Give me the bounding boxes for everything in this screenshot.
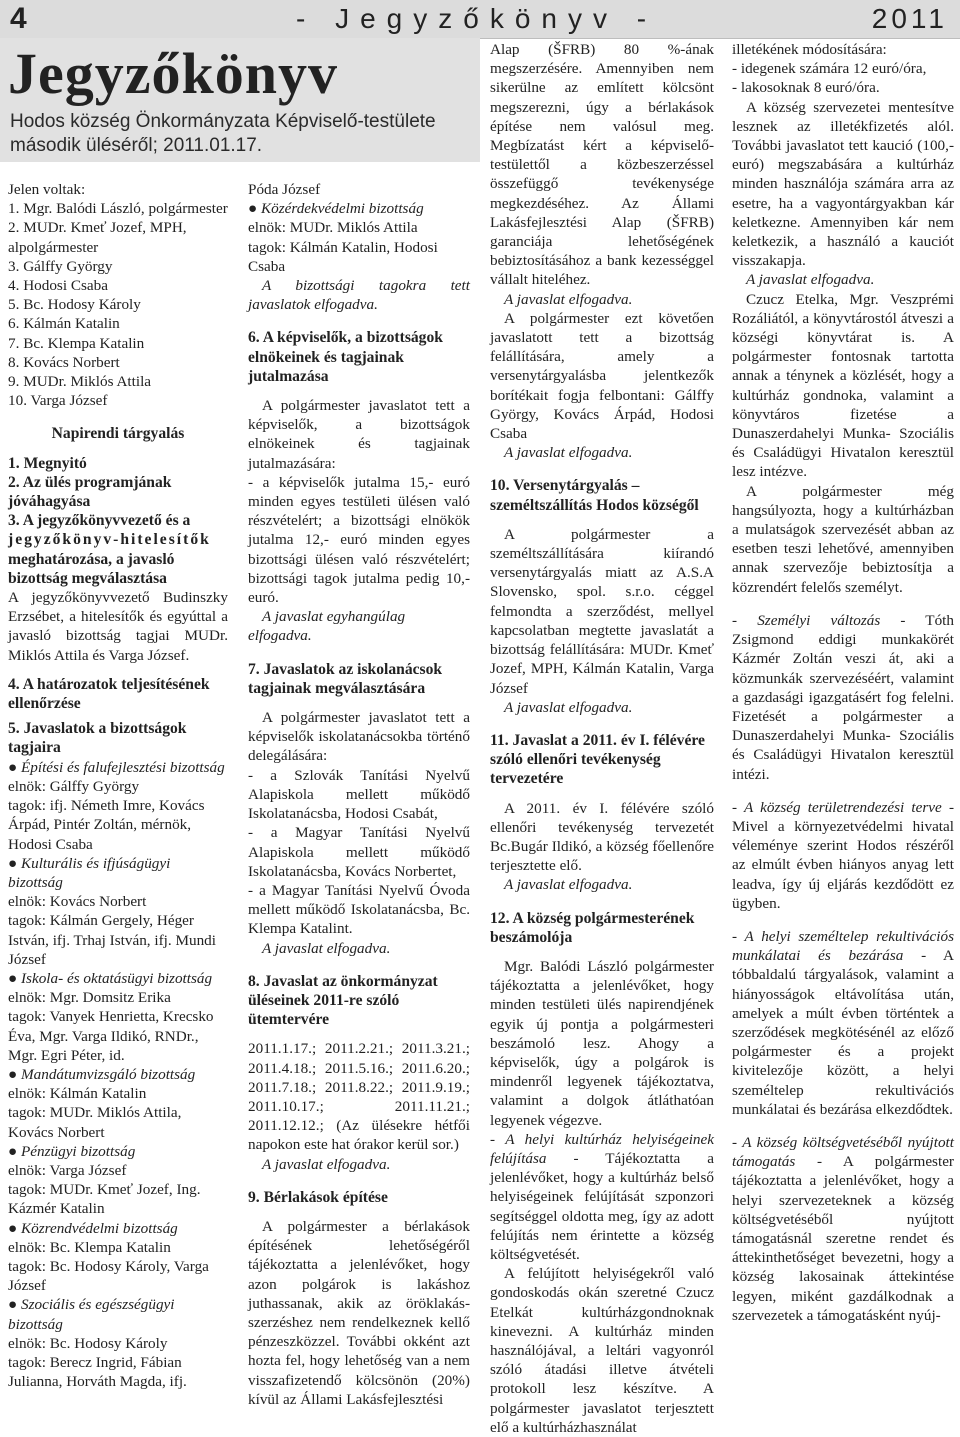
- paragraph: A polgármester javaslatot tett a képviselők iskolatanácsokba történő delegálására:: [248, 709, 470, 765]
- topic-text: - A polgármester tájékoztatta a jelenlévőket, hogy a helyi szervezeteknek a község költségvetéséből nyújtott támogatásnál szeretne rendet és áttekinthetőséget bevezetni, hogy a község lakosainak áttekintése legyen, miként gazdálkodnak a szervezetek a támogatásként nyúj-: [732, 1153, 954, 1324]
- present-item: 2. MUDr. Kmeť Jozef, MPH, alpolgármester: [8, 219, 187, 256]
- committee-chair: elnök: Kovács Norbert: [8, 893, 147, 911]
- paragraph: A jegyzőkönyvvezető Budinszky Erzsébet, a hitelesítők és egyúttal a javasló bizottság tagjai MUDr. Miklós Attila és Varga József.: [8, 589, 228, 664]
- paragraph: Alap (ŠFRB) 80 %-ának megszerzésére. Amennyiben nem sikerülne az említett kölcsönt megszerezni, úgy a bérlakások építése nem valósul meg. Megbízatást kért a képviselő-testülettől a közbeszerzéssel összefüggő tevékenysége megkezdéséhez. Az Állami Lakásfejlesztési Alap (ŠFRB) garanciája lehetőségének bebiztosításához a bank kezességgel vállalt hiteléhez.: [490, 41, 714, 289]
- running-title: - Jegyzőkönyv -: [296, 3, 658, 34]
- committee-members: tagok: ifj. Németh Imre, Kovács Árpád, Pintér Zoltán, mérnök, Hodosi Csaba: [8, 797, 205, 853]
- page-header: [0, 0, 960, 39]
- committee-members: tagok: MUDr. Miklós Attila, Kovács Norbert: [8, 1104, 182, 1141]
- committee-chair: elnök: Bc. Klempa Katalin: [8, 1238, 171, 1256]
- paragraph: - a Magyar Tanítási Nyelvű Óvoda mellett működő Iskolatanácsba, Bc. Klempa Katalint.: [248, 881, 470, 938]
- section-heading-6: 6. A képviselők, a bizottságok elnökeinek és tagjainak jutalmazása: [248, 329, 443, 385]
- committee-chair: elnök: Gálffy György: [8, 777, 140, 795]
- topic-title: - A község területrendezési terve: [732, 798, 942, 816]
- accepted-note: A bizottsági tagokra tett javaslatok elfogadva.: [248, 277, 470, 314]
- topic-text: - Tóth Zsigmond eddigi munkakörét Kázmér Zoltán veszi át, aki a közmunkák szervezéséért, valamint a gazdasági igazgatásért fog felelni. Fizetését a polgármester a Dunaszerdahelyi Munka- Szociális és Családügyi Hivatalon keresztül intézi.: [732, 611, 954, 783]
- paragraph: A polgármester a személtszállítására kiírandó versenytárgyalás miatt az A.S.A Slovensko, spol. s.r.o. céggel felmondta a szerződést, mellyel kapcsolatban megtette javaslatát a bizottság felállítására: MUDr. Kmeť Jozef, MPH, Kálmán Katalin, Varga József: [490, 525, 714, 697]
- paragraph: A felújított helyiségekről való gondoskodás okán szeretné Czucz Etelkát kultúrházgondnoknak kinevezni. A kultúrház minden használójával, a leltári vagyonról szóló átadási illetve átvételi protokoll lesz készítve. A polgármester javaslatot terjesztett elő a kultúrházhasználat: [490, 1265, 714, 1436]
- agenda-item-3-line-3: meghatározása, a javasló bizottság megválasztása: [8, 550, 175, 587]
- paragraph: 2011.1.17.; 2011.2.21.; 2011.3.21.; 2011.4.18.; 2011.5.16.; 2011.6.20.; 2011.7.18.; 2011.8.22.; 2011.9.19.; 2011.10.17.; 2011.11.21.; 2011.12.12.; (Az ülésekre hétfői napokon este hat órakor kerül sor.): [248, 1040, 470, 1154]
- agenda-item-2: 2. Az ülés programjának jóváhagyása: [8, 473, 172, 511]
- accepted-note: A javaslat elfogadva.: [504, 290, 633, 308]
- committee-name: ● Iskola- és oktatásügyi bizottság: [8, 969, 228, 988]
- accepted-note: A javaslat egyhangúlag elfogadva.: [248, 608, 406, 645]
- present-item: 9. MUDr. Miklós Attila: [8, 373, 152, 391]
- committee-name: ● Mandátumvizsgáló bizottság: [8, 1065, 228, 1084]
- present-item: 3. Gálffy György: [8, 257, 113, 275]
- committee-members: tagok: Vanyek Henrietta, Krecsko Éva, Mgr. Varga Ildikó, RNDr., Mgr. Egri Péter, id.: [8, 1008, 214, 1064]
- column-1: [8, 180, 228, 1391]
- committee-members: tagok: Bc. Hodosy Károly, Varga József: [8, 1257, 209, 1295]
- paragraph: [732, 1133, 954, 1325]
- paragraph: - a képviselők jutalma 15,- euró minden egyes testületi ülésen való részvételért; a bizottsági elnökök jutalma 12,- euró minden egyes bizottsági ülésen való részvételért; bizottsági tagok jutalma pedig 10,- euró.: [248, 473, 470, 607]
- agenda-heading: Napirendi tárgyalás: [51, 425, 185, 443]
- topic-title: - A község költségvetéséből nyújtott támogatás: [732, 1133, 954, 1171]
- committee-members: tagok: Kálmán Katalin, Hodosi Csaba: [248, 238, 438, 275]
- paragraph: Mgr. Balódi László polgármester tájékoztatta a jelenlévőket, hogy minden testületi ülés napirendjének egyik új pontja a polgármesteri beszámoló lesz. Ahogy a képviselők, úgy a polgárok is mindenről legyenek tájékoztatva, valamint a dolgok átláthatóan legyenek végezve.: [490, 957, 714, 1129]
- document-subtitle: Hodos község Önkormányzata Képviselő-testülete második üléséről; 2011.01.17.: [10, 111, 436, 156]
- paragraph: [732, 798, 954, 913]
- section-heading-8: 8. Javaslat az önkormányzat üléseinek 2011-re szóló ütemtervére: [248, 972, 438, 1029]
- committee-chair: elnök: MUDr. Miklós Attila: [248, 219, 418, 237]
- paragraph: - idegenek számára 12 euró/óra,: [732, 60, 927, 78]
- column-4: [732, 40, 954, 1325]
- present-item: 10. Varga József: [8, 392, 108, 410]
- paragraph: A polgármester ezt követően javaslatott tett a bizottság felállítására, amely a versenytárgyalásba jelentkezők borítékait fogja felbontani: Gálffy György, Kovács Árpád, Hodosi Csaba: [490, 309, 714, 443]
- agenda-item-5: 5. Javaslatok a bizottságok tagjaira: [8, 720, 187, 757]
- committee-name: ● Építési és falufejlesztési bizottság: [8, 758, 228, 777]
- page-number: 4: [10, 2, 27, 35]
- committee-name: ● Közérdekvédelmi bizottság: [248, 199, 470, 218]
- header-year: 2011: [871, 3, 948, 34]
- committee-members: tagok: Berecz Ingrid, Fábian Julianna, Horváth Magda, ifj.: [8, 1353, 187, 1391]
- committee-name: ● Pénzügyi bizottság: [8, 1142, 228, 1161]
- present-label: Jelen voltak:: [8, 181, 86, 198]
- present-item: 8. Kovács Norbert: [8, 353, 120, 371]
- paragraph: A polgármester javaslatot tett a képviselők, a bizottságok elnökeinek és tagjainak jutalmazására:: [248, 397, 470, 472]
- document-title: Jegyzőkönyv: [8, 41, 338, 106]
- present-item: 6. Kálmán Katalin: [8, 315, 120, 333]
- committee-chair: elnök: Bc. Hodosy Károly: [8, 1334, 168, 1352]
- topic-text: - Mivel a környezetvédelmi hivatal véleménye szerint Hodos részéről az elmúlt évben hiányos anyag lett leadva, így új eljárás kezdődött ez ügyben.: [732, 798, 954, 912]
- accepted-note: A javaslat elfogadva.: [504, 444, 633, 462]
- paragraph: - lakosoknak 8 euró/óra.: [732, 79, 880, 97]
- section-heading-9: 9. Bérlakások építése: [248, 1188, 388, 1206]
- paragraph: [490, 1130, 714, 1264]
- topic-title: - A helyi kultúrház helyiségeinek felújítása: [490, 1130, 714, 1167]
- committee-name: ● Közrendvédelmi bizottság: [8, 1219, 228, 1238]
- topic-text: - A tóbbaldalú tárgyalások, valamint a hiányosságok eltávolítása után, amelyek a múlt évben történtek a szerződések megkötésénél az előző polgármester és a projekt kivitelezője között, a helyi személtelep rekultivációs munkálatai és bezárása elkezdődtek.: [732, 947, 954, 1118]
- paragraph: A 2011. év I. félévére szóló ellenőri tevékenység tervezetét Bc.Bugár Ildikó, a község főellenőre terjesztette elő.: [490, 799, 714, 875]
- paragraph: [732, 927, 954, 1119]
- agenda-item-4: 4. A határozatok teljesítésének ellenőrzése: [8, 675, 210, 713]
- paragraph: A polgármester még hangsúlyozta, hogy a kultúrházban a mulatságok szervezését abban az esetben teszi lehetővé, amennyiben annak szervezője bebiztosítja a közrendért felelős személyt.: [732, 482, 954, 596]
- topic-title: - Személyi változás: [732, 611, 881, 629]
- committee-name: ● Kulturális és ifjúságügyi bizottság: [8, 854, 228, 892]
- paragraph: illetékének módosítására:: [732, 41, 887, 58]
- present-item: 7. Bc. Klempa Katalin: [8, 334, 145, 352]
- committee-chair: elnök: Varga József: [8, 1161, 127, 1179]
- accepted-note: A javaslat elfogadva.: [504, 698, 633, 716]
- paragraph: A polgármester a bérlakások építésének lehetőségéről tájékoztatta a jelenlévőket, hogy azon polgárok is lakáshoz juthassanak, akik az öröklakás-szerzéshez nem rendelkeznek kellő pénzeszközzel. További okként azt hozta fel, hogy lehetőség van a nem visszafizetendő kölcsönön (20%) kívül az Állami Lakásfejlesztési: [248, 1217, 470, 1408]
- column-3: [490, 40, 714, 1437]
- column-2: [248, 180, 470, 1409]
- topic-text: - Tájékoztatta a jelenlévőket, hogy a kultúrház belső helyiségeinek felújítását szponzori segítséggel oldotta meg, így az adott felújítás nem érintette a község költségvetését.: [490, 1149, 714, 1263]
- section-heading-10: 10. Versenytárgyalás – személtszállítás Hodos községől: [490, 477, 699, 514]
- agenda-item-3-line-1: 3. A jegyzőkönyvvezető és a: [8, 512, 191, 530]
- accepted-note: A javaslat elfogadva.: [262, 1155, 391, 1173]
- section-heading-11: 11. Javaslat a 2011. év I. félévére szóló ellenőri tevékenység tervezetére: [490, 731, 705, 788]
- section-heading-12: 12. A község polgármesterének beszámolója: [490, 909, 695, 946]
- topic-title: - A helyi személtelep rekultivációs munkálatai és bezárása: [732, 927, 954, 965]
- paragraph: - a Magyar Tanítási Nyelvű Alapiskola mellett működő Iskolatanácsba, Kovács Norbertet,: [248, 824, 470, 880]
- agenda-item-1: 1. Megnyitó: [8, 454, 87, 472]
- committee-chair: elnök: Kálmán Katalin: [8, 1085, 147, 1103]
- accepted-note: A javaslat elfogadva.: [504, 876, 633, 894]
- paragraph: [732, 611, 954, 784]
- committee-members: tagok: Kálmán Gergely, Héger István, ifj. Trhaj István, ifj. Mundi József: [8, 912, 216, 968]
- present-item: 5. Bc. Hodosy Károly: [8, 296, 141, 314]
- committee-chair: elnök: Mgr. Domsitz Erika: [8, 989, 171, 1007]
- section-heading-7: 7. Javaslatok az iskolanácsok tagjainak megválasztására: [248, 660, 443, 697]
- accepted-note: A javaslat elfogadva.: [746, 271, 875, 289]
- paragraph: Póda József: [248, 181, 321, 198]
- title-box: [0, 38, 480, 162]
- agenda-item-3-line-2: jegyzőkönyv-hitelesítők: [8, 531, 211, 549]
- committee-name: ● Szociális és egészségügyi bizottság: [8, 1295, 228, 1333]
- paragraph: - a Szlovák Tanítási Nyelvű Alapiskola mellett működő Iskolatanácsba, Hodosi Csabát,: [248, 766, 470, 823]
- accepted-note: A javaslat elfogadva.: [262, 939, 391, 957]
- paragraph: Czucz Etelka, Mgr. Veszprémi Rozáliától, a könyvtárostól átveszi a községi könyvtárat is. A polgármester fontosnak tartotta annak a ténynek a közlését, hogy a kultúrház gondnoka, valamint a könyvtáros fizetése a Dunaszerdahelyi Munka- Szociális és Családügyi Hivatalon keresztül lesz intézve.: [732, 290, 954, 481]
- paragraph: A község szervezetei mentesítve lesznek az illetékfizetés alól. További javaslatot tett kaució (100,-euró) megszabására a kultúrház minden használója számára arra az esetre, ha a vagyontárgyakban kár keletkezne. Amennyiben kár nem keletkezik, a használó a kauciót visszakapja.: [732, 98, 954, 270]
- committee-members: tagok: MUDr. Kmeť Jozef, Ing. Kázmér Katalin: [8, 1181, 201, 1218]
- present-item: 4. Hodosi Csaba: [8, 277, 108, 295]
- present-item: 1. Mgr. Balódi László, polgármester: [8, 200, 228, 218]
